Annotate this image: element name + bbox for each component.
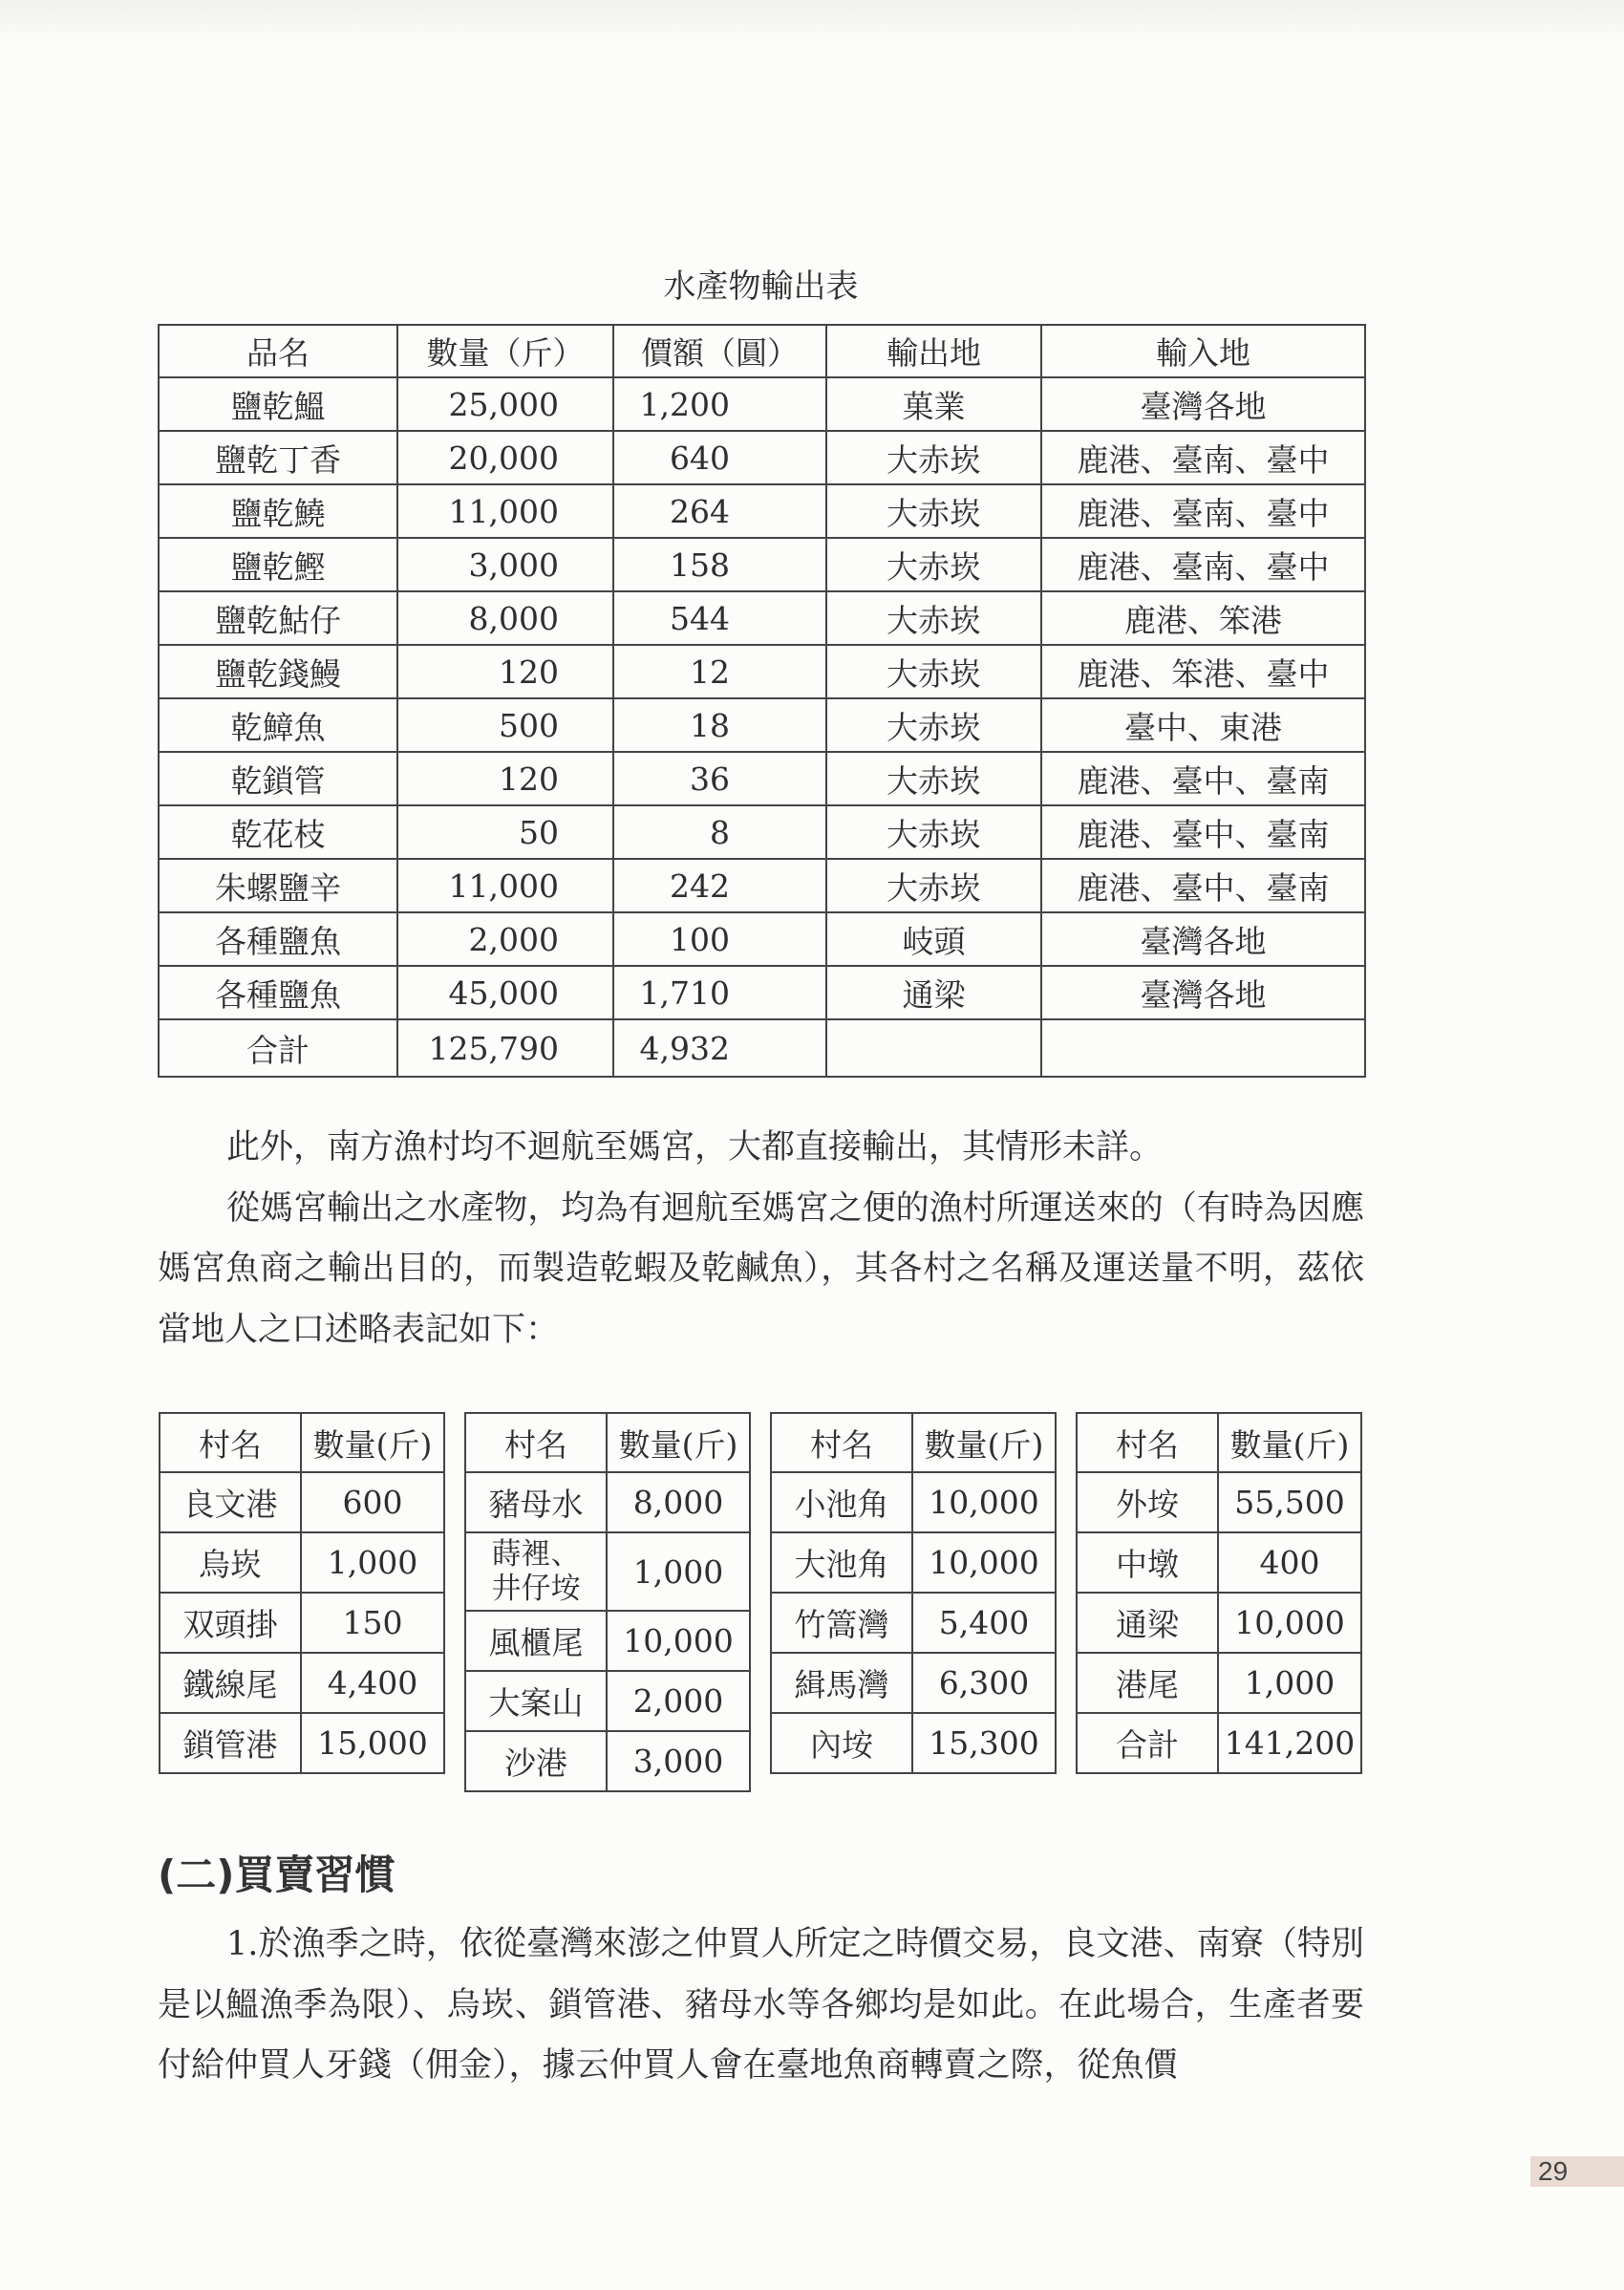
quantity-cell: 8,000 [397, 591, 613, 645]
paragraph: 1.於漁季之時，依從臺灣來澎之仲買人所定之時價交易，良文港、南寮（特別是以鰮漁季為限）、烏崁、鎖管港、豬母水等各鄉均是如此。在此場合，生產者要付給仲買人牙錢（佣金），據云仲買人會在臺地魚商轉賣之際，從魚價 [158, 1925, 1364, 2085]
page-number: 29 [1530, 2156, 1624, 2187]
export-place-cell: 通梁 [826, 966, 1041, 1019]
table-row [159, 431, 1365, 484]
export-table [158, 324, 1366, 1078]
quantity-cell: 25,000 [397, 377, 613, 431]
total-cell: 4,932 [613, 1019, 826, 1077]
quantity-cell: 10,000 [1218, 1593, 1361, 1653]
column-header: 數量(斤) [607, 1413, 750, 1472]
table-row [1077, 1653, 1361, 1713]
total-cell [826, 1019, 1041, 1077]
section-heading: (二)買賣習慣 [158, 1851, 395, 1898]
total-cell [1041, 1019, 1365, 1077]
village-name-cell: 外垵 [1077, 1472, 1218, 1532]
item-name-cell: 鹽乾鮕仔 [159, 591, 397, 645]
quantity-cell: 500 [397, 698, 613, 752]
header-row [465, 1413, 750, 1472]
table-row [160, 1472, 444, 1532]
quantity-cell: 11,000 [397, 859, 613, 912]
export-place-cell: 岐頭 [826, 912, 1041, 966]
quantity-cell: 2,000 [607, 1671, 750, 1731]
import-place-cell: 鹿港、臺南、臺中 [1041, 484, 1365, 538]
item-name-cell: 鹽乾丁香 [159, 431, 397, 484]
item-name-cell: 鹽乾鰮 [159, 377, 397, 431]
item-name-cell: 乾鱆魚 [159, 698, 397, 752]
table-row [771, 1593, 1056, 1653]
quantity-cell: 8,000 [607, 1472, 750, 1532]
table-row [159, 645, 1365, 698]
import-place-cell: 臺灣各地 [1041, 912, 1365, 966]
value-cell: 8 [613, 805, 826, 859]
table-row [159, 966, 1365, 1019]
value-cell: 1,200 [613, 377, 826, 431]
quantity-cell: 150 [301, 1593, 444, 1653]
import-place-cell: 臺中、東港 [1041, 698, 1365, 752]
import-place-cell: 鹿港、臺中、臺南 [1041, 752, 1365, 805]
table-row [159, 752, 1365, 805]
village-name-cell: 鎖管港 [160, 1713, 301, 1773]
village-name-cell: 大案山 [465, 1671, 607, 1731]
village-name-cell: 沙港 [465, 1731, 607, 1791]
item-name-cell: 朱螺鹽辛 [159, 859, 397, 912]
table-row [771, 1653, 1056, 1713]
village-name-cell: 小池角 [771, 1472, 912, 1532]
table-row [160, 1593, 444, 1653]
village-name-cell: 烏崁 [160, 1532, 301, 1593]
table-row [159, 591, 1365, 645]
column-header: 數量(斤) [1218, 1413, 1361, 1472]
total-cell: 125,790 [397, 1019, 613, 1077]
table-row [160, 1653, 444, 1713]
value-cell: 100 [613, 912, 826, 966]
export-place-cell: 大赤崁 [826, 752, 1041, 805]
value-cell: 640 [613, 431, 826, 484]
quantity-cell: 6,300 [912, 1653, 1056, 1713]
value-cell: 36 [613, 752, 826, 805]
village-name-cell: 內垵 [771, 1713, 912, 1773]
import-place-cell: 鹿港、臺南、臺中 [1041, 431, 1365, 484]
table-row [1077, 1713, 1361, 1773]
export-place-cell: 大赤崁 [826, 591, 1041, 645]
import-place-cell: 鹿港、臺中、臺南 [1041, 805, 1365, 859]
item-name-cell: 乾花枝 [159, 805, 397, 859]
import-place-cell: 鹿港、臺中、臺南 [1041, 859, 1365, 912]
column-header: 數量(斤) [912, 1413, 1056, 1472]
export-place-cell: 大赤崁 [826, 859, 1041, 912]
table-row [771, 1472, 1056, 1532]
quantity-cell: 15,300 [912, 1713, 1056, 1773]
quantity-cell: 5,400 [912, 1593, 1056, 1653]
quantity-cell: 141,200 [1218, 1713, 1361, 1773]
quantity-cell: 3,000 [607, 1731, 750, 1791]
table-row [159, 484, 1365, 538]
item-name-cell: 各種鹽魚 [159, 966, 397, 1019]
table-row [160, 1532, 444, 1593]
village-name-cell: 風櫃尾 [465, 1611, 607, 1671]
quantity-cell: 10,000 [912, 1532, 1056, 1593]
section-body [158, 1915, 1364, 2097]
export-place-cell: 大赤崁 [826, 645, 1041, 698]
export-place-cell: 大赤崁 [826, 805, 1041, 859]
value-cell: 264 [613, 484, 826, 538]
village-name-cell: 港尾 [1077, 1653, 1218, 1713]
export-place-cell: 大赤崁 [826, 698, 1041, 752]
table-row [465, 1671, 750, 1731]
paragraph: 從媽宮輸出之水產物，均為有迴航至媽宮之便的漁村所運送來的（有時為因應媽宮魚商之輸出目的，而製造乾蝦及乾鹹魚），其各村之名稱及運送量不明，茲依當地人之口述略表記如下： [158, 1188, 1364, 1349]
item-name-cell: 鹽乾鰹 [159, 538, 397, 591]
column-header: 數量（斤） [397, 325, 613, 377]
quantity-cell: 1,000 [1218, 1653, 1361, 1713]
village-name-cell: 通梁 [1077, 1593, 1218, 1653]
village-table [159, 1412, 445, 1774]
header-row [1077, 1413, 1361, 1472]
quantity-cell: 120 [397, 645, 613, 698]
village-name-cell: 合計 [1077, 1713, 1218, 1773]
village-name-cell: 蒔裡、井仔垵 [465, 1532, 607, 1611]
header-row [771, 1413, 1056, 1472]
header-row [160, 1413, 444, 1472]
value-cell: 1,710 [613, 966, 826, 1019]
village-name-cell: 大池角 [771, 1532, 912, 1593]
quantity-cell: 600 [301, 1472, 444, 1532]
import-place-cell: 鹿港、笨港 [1041, 591, 1365, 645]
body-text [158, 1118, 1364, 1360]
village-table [464, 1412, 751, 1792]
export-place-cell: 大赤崁 [826, 538, 1041, 591]
value-cell: 18 [613, 698, 826, 752]
column-header: 品名 [159, 325, 397, 377]
item-name-cell: 乾鎖管 [159, 752, 397, 805]
import-place-cell: 臺灣各地 [1041, 377, 1365, 431]
column-header: 村名 [160, 1413, 301, 1472]
export-place-cell: 大赤崁 [826, 431, 1041, 484]
village-name-cell: 豬母水 [465, 1472, 607, 1532]
table-row [159, 912, 1365, 966]
quantity-cell: 1,000 [607, 1532, 750, 1611]
table-row [465, 1611, 750, 1671]
table-row [1077, 1532, 1361, 1593]
table-row [159, 538, 1365, 591]
village-table [770, 1412, 1057, 1774]
quantity-cell: 3,000 [397, 538, 613, 591]
import-place-cell: 鹿港、臺南、臺中 [1041, 538, 1365, 591]
column-header: 輸入地 [1041, 325, 1365, 377]
column-header: 村名 [771, 1413, 912, 1472]
village-table [1076, 1412, 1362, 1774]
table-row [465, 1532, 750, 1611]
table-row [465, 1731, 750, 1791]
export-place-cell: 菓業 [826, 377, 1041, 431]
total-row [159, 1019, 1365, 1077]
quantity-cell: 10,000 [607, 1611, 750, 1671]
column-header: 輸出地 [826, 325, 1041, 377]
paragraph: 此外，南方漁村均不迴航至媽宮，大都直接輸出，其情形未詳。 [226, 1128, 1164, 1166]
table-row [159, 698, 1365, 752]
quantity-cell: 400 [1218, 1532, 1361, 1593]
village-name-cell: 良文港 [160, 1472, 301, 1532]
table-row [465, 1472, 750, 1532]
village-name-cell: 双頭掛 [160, 1593, 301, 1653]
column-header: 村名 [1077, 1413, 1218, 1472]
table-row [159, 859, 1365, 912]
column-header: 數量(斤) [301, 1413, 444, 1472]
quantity-cell: 10,000 [912, 1472, 1056, 1532]
header-row [159, 325, 1365, 377]
value-cell: 242 [613, 859, 826, 912]
quantity-cell: 2,000 [397, 912, 613, 966]
table-row [771, 1532, 1056, 1593]
import-place-cell: 鹿港、笨港、臺中 [1041, 645, 1365, 698]
quantity-cell: 20,000 [397, 431, 613, 484]
quantity-cell: 45,000 [397, 966, 613, 1019]
table-row [159, 377, 1365, 431]
village-name-cell: 中墩 [1077, 1532, 1218, 1593]
value-cell: 544 [613, 591, 826, 645]
value-cell: 158 [613, 538, 826, 591]
item-name-cell: 鹽乾鱙 [159, 484, 397, 538]
scan-top-band [0, 0, 1624, 46]
village-name-cell: 緝馬灣 [771, 1653, 912, 1713]
table-row [771, 1713, 1056, 1773]
total-cell: 合計 [159, 1019, 397, 1077]
table-row [1077, 1593, 1361, 1653]
village-name-cell: 竹篙灣 [771, 1593, 912, 1653]
export-place-cell: 大赤崁 [826, 484, 1041, 538]
table-row [1077, 1472, 1361, 1532]
item-name-cell: 鹽乾錢鰻 [159, 645, 397, 698]
table-title: 水產物輸出表 [663, 268, 859, 306]
village-name-cell: 鐵線尾 [160, 1653, 301, 1713]
value-cell: 12 [613, 645, 826, 698]
quantity-cell: 4,400 [301, 1653, 444, 1713]
column-header: 價額（圓） [613, 325, 826, 377]
quantity-cell: 55,500 [1218, 1472, 1361, 1532]
quantity-cell: 11,000 [397, 484, 613, 538]
column-header: 村名 [465, 1413, 607, 1472]
quantity-cell: 50 [397, 805, 613, 859]
quantity-cell: 120 [397, 752, 613, 805]
item-name-cell: 各種鹽魚 [159, 912, 397, 966]
table-row [159, 805, 1365, 859]
table-row [160, 1713, 444, 1773]
import-place-cell: 臺灣各地 [1041, 966, 1365, 1019]
quantity-cell: 1,000 [301, 1532, 444, 1593]
quantity-cell: 15,000 [301, 1713, 444, 1773]
